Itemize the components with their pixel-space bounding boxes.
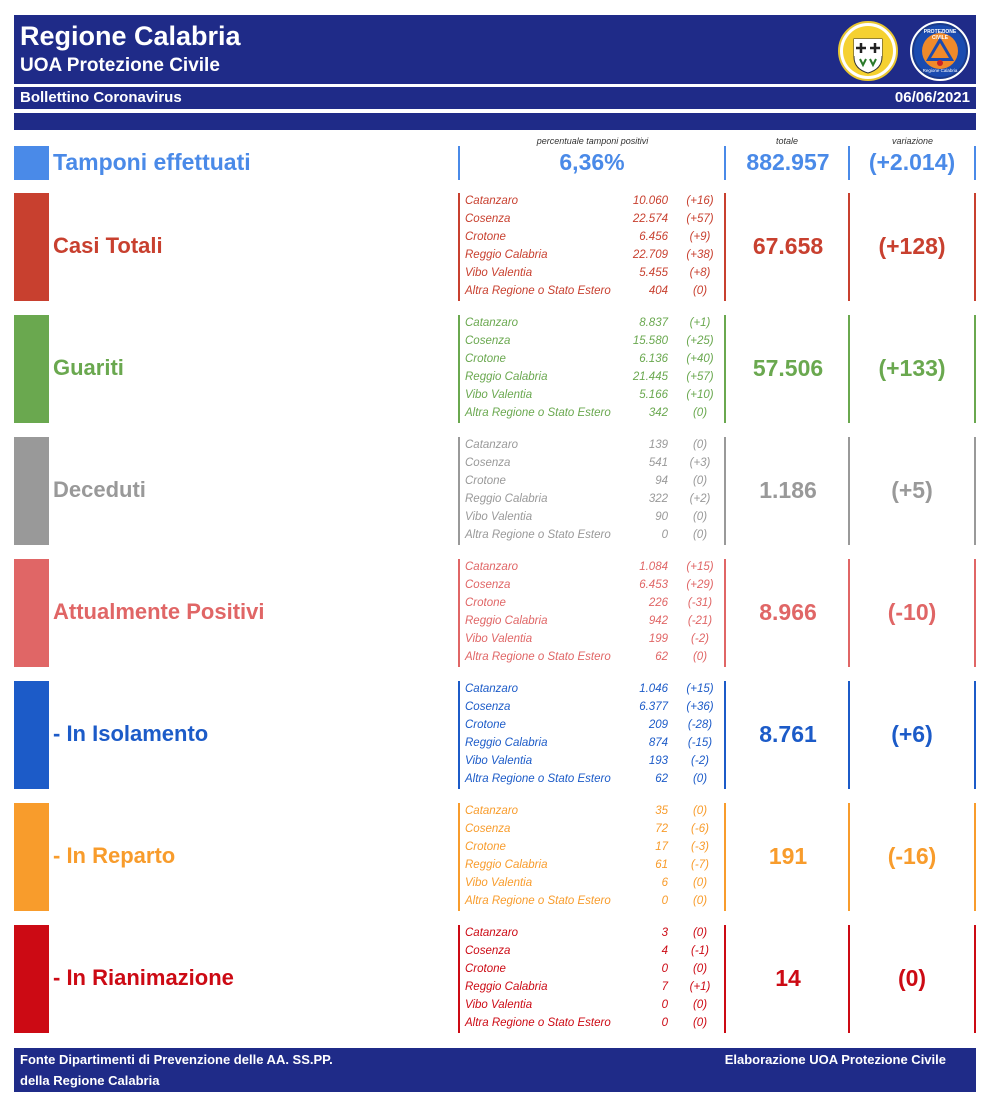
province-value: 0: [661, 529, 668, 541]
province-variation: (0): [692, 529, 708, 541]
province-variation: (+2): [689, 493, 711, 505]
section-variation: (-10): [887, 599, 937, 625]
province-name: Vibo Valentia: [465, 633, 533, 645]
province-variation: (+29): [686, 579, 714, 591]
province-value: 209: [648, 719, 668, 731]
section-variation: (-16): [887, 843, 937, 869]
province-name: Crotone: [465, 841, 506, 853]
section-title: - In Isolamento: [53, 721, 209, 746]
province-name: Altra Regione o Stato Estero: [465, 407, 611, 419]
total-column-label: totale: [775, 136, 799, 146]
region-title: Regione Calabria: [20, 21, 241, 51]
divider-line: [458, 315, 460, 423]
province-name: Altra Regione o Stato Estero: [465, 895, 611, 907]
section-title: - In Reparto: [53, 843, 176, 868]
tamponi-color-square: [14, 146, 49, 180]
province-variation: (0): [692, 805, 708, 817]
province-name: Cosenza: [465, 579, 511, 591]
province-value: 193: [648, 755, 668, 767]
province-name: Vibo Valentia: [465, 511, 533, 523]
province-value: 6: [661, 877, 668, 889]
divider-line: [458, 193, 460, 301]
province-variation: (-7): [691, 859, 709, 871]
province-variation: (+3): [689, 457, 711, 469]
province-name: Catanzaro: [465, 683, 519, 695]
tamponi-percentage: 6,36%: [559, 149, 625, 175]
province-name: Catanzaro: [465, 927, 519, 939]
province-name: Cosenza: [465, 213, 511, 225]
province-name: Catanzaro: [465, 805, 519, 817]
divider-line: [974, 803, 976, 911]
divider-line: [974, 925, 976, 1033]
province-value: 322: [648, 493, 668, 505]
tamponi-title: Tamponi effettuati: [53, 149, 251, 175]
section-total: 14: [775, 965, 801, 991]
province-variation: (0): [692, 407, 708, 419]
header-divider-bar: [14, 113, 976, 130]
province-name: Altra Regione o Stato Estero: [465, 651, 611, 663]
province-variation: (-2): [691, 633, 709, 645]
province-variation: (0): [692, 877, 708, 889]
province-variation: (0): [692, 651, 708, 663]
section-color-bar: [14, 315, 49, 423]
divider-line: [458, 559, 460, 667]
province-variation: (0): [692, 439, 708, 451]
province-name: Reggio Calabria: [465, 493, 548, 505]
province-value: 1.046: [639, 683, 668, 695]
province-value: 72: [655, 823, 668, 835]
province-variation: (+15): [686, 561, 714, 573]
section-variation: (+5): [891, 477, 933, 503]
province-variation: (+1): [689, 317, 711, 329]
province-value: 94: [655, 475, 668, 487]
section-variation: (+133): [878, 355, 946, 381]
bulletin-date: 06/06/2021: [894, 89, 970, 106]
province-variation: (0): [692, 999, 708, 1011]
province-name: Catanzaro: [465, 561, 519, 573]
province-value: 62: [655, 773, 668, 785]
province-name: Altra Regione o Stato Estero: [465, 529, 611, 541]
province-value: 4: [661, 945, 668, 957]
province-name: Vibo Valentia: [465, 267, 533, 279]
divider-line: [458, 925, 460, 1033]
province-name: Cosenza: [465, 335, 511, 347]
province-variation: (+8): [689, 267, 711, 279]
variation-column-label: variazione: [891, 136, 934, 146]
province-value: 17: [655, 841, 668, 853]
province-value: 22.574: [632, 213, 668, 225]
section-variation: (+6): [891, 721, 933, 747]
province-variation: (+38): [686, 249, 714, 261]
province-value: 404: [648, 285, 668, 297]
province-name: Vibo Valentia: [465, 999, 533, 1011]
province-variation: (+36): [686, 701, 714, 713]
province-value: 199: [648, 633, 668, 645]
province-name: Cosenza: [465, 945, 511, 957]
province-variation: (0): [692, 285, 708, 297]
province-name: Vibo Valentia: [465, 389, 533, 401]
province-name: Reggio Calabria: [465, 981, 548, 993]
divider-line: [974, 146, 976, 180]
province-name: Vibo Valentia: [465, 877, 533, 889]
divider-line: [974, 315, 976, 423]
province-name: Crotone: [465, 719, 506, 731]
source-line-2: della Regione Calabria: [20, 1073, 160, 1088]
section-total: 67.658: [752, 233, 824, 259]
divider-line: [974, 437, 976, 545]
province-value: 342: [648, 407, 668, 419]
province-variation: (-28): [687, 719, 713, 731]
province-value: 541: [648, 457, 668, 469]
province-value: 3: [661, 927, 668, 939]
province-value: 62: [655, 651, 668, 663]
region-coat-of-arms-icon: [838, 21, 898, 81]
province-value: 6.136: [639, 353, 668, 365]
bulletin-label: Bollettino Coronavirus: [20, 89, 182, 106]
province-variation: (+25): [686, 335, 714, 347]
section-title: Attualmente Positivi: [53, 599, 265, 624]
province-name: Vibo Valentia: [465, 755, 533, 767]
province-name: Catanzaro: [465, 439, 519, 451]
province-variation: (0): [692, 963, 708, 975]
province-value: 0: [661, 1017, 668, 1029]
province-value: 90: [655, 511, 668, 523]
province-variation: (-15): [687, 737, 713, 749]
province-variation: (-6): [691, 823, 709, 835]
province-name: Altra Regione o Stato Estero: [465, 1017, 611, 1029]
province-value: 7: [661, 981, 668, 993]
province-name: Altra Regione o Stato Estero: [465, 773, 611, 785]
section-title: Casi Totali: [53, 233, 163, 258]
province-value: 1.084: [639, 561, 668, 573]
province-variation: (0): [692, 773, 708, 785]
province-value: 5.455: [639, 267, 668, 279]
section-total: 57.506: [752, 355, 824, 381]
province-variation: (+15): [686, 683, 714, 695]
province-variation: (0): [692, 1017, 708, 1029]
province-variation: (+57): [686, 213, 714, 225]
province-value: 226: [648, 597, 668, 609]
province-value: 61: [655, 859, 668, 871]
section-total: 8.966: [759, 599, 817, 625]
source-line-1: Fonte Dipartimenti di Prevenzione delle AA. SS.PP.: [20, 1052, 333, 1067]
province-value: 6.377: [639, 701, 668, 713]
province-name: Cosenza: [465, 457, 511, 469]
province-name: Reggio Calabria: [465, 371, 548, 383]
divider-line: [458, 803, 460, 911]
perc-column-label: percentuale tamponi positivi: [536, 136, 649, 146]
section-title: Guariti: [53, 355, 124, 380]
section-variation: (+128): [878, 233, 946, 259]
divider-line: [974, 559, 976, 667]
province-value: 874: [648, 737, 668, 749]
province-value: 5.166: [639, 389, 668, 401]
province-name: Crotone: [465, 353, 506, 365]
section-color-bar: [14, 925, 49, 1033]
section-color-bar: [14, 437, 49, 545]
province-variation: (0): [692, 475, 708, 487]
tamponi-total: 882.957: [746, 149, 830, 175]
province-value: 6.453: [639, 579, 668, 591]
province-name: Crotone: [465, 231, 506, 243]
header-banner: [14, 15, 976, 84]
province-variation: (-1): [691, 945, 709, 957]
province-value: 8.837: [639, 317, 668, 329]
section-total: 8.761: [759, 721, 817, 747]
province-variation: (-31): [687, 597, 713, 609]
province-value: 10.060: [632, 195, 668, 207]
province-value: 0: [661, 963, 668, 975]
province-name: Reggio Calabria: [465, 737, 548, 749]
province-variation: (0): [692, 895, 708, 907]
province-variation: (0): [692, 511, 708, 523]
province-name: Reggio Calabria: [465, 859, 548, 871]
province-value: 35: [655, 805, 668, 817]
section-total: 1.186: [759, 477, 817, 503]
province-value: 6.456: [639, 231, 668, 243]
province-value: 0: [661, 895, 668, 907]
civil-protection-logo-icon: [910, 21, 970, 81]
section-title: Deceduti: [53, 477, 146, 502]
province-value: 22.709: [632, 249, 668, 261]
section-total: 191: [768, 843, 808, 869]
department-subtitle: UOA Protezione Civile: [20, 55, 220, 76]
divider-line: [974, 681, 976, 789]
province-variation: (+16): [686, 195, 714, 207]
province-variation: (+9): [689, 231, 711, 243]
province-name: Reggio Calabria: [465, 249, 548, 261]
province-variation: (+40): [686, 353, 714, 365]
province-name: Crotone: [465, 475, 506, 487]
section-color-bar: [14, 681, 49, 789]
province-variation: (0): [692, 927, 708, 939]
section-variation: (0): [897, 965, 927, 991]
province-name: Altra Regione o Stato Estero: [465, 285, 611, 297]
section-color-bar: [14, 803, 49, 911]
province-name: Crotone: [465, 963, 506, 975]
divider-line: [458, 681, 460, 789]
tamponi-variation: (+2.014): [868, 149, 956, 175]
province-value: 942: [648, 615, 668, 627]
province-variation: (+1): [689, 981, 711, 993]
province-value: 15.580: [632, 335, 668, 347]
divider-line: [458, 437, 460, 545]
divider-line: [974, 193, 976, 301]
province-variation: (-21): [687, 615, 713, 627]
section-color-bar: [14, 559, 49, 667]
province-variation: (+57): [686, 371, 714, 383]
section-title: - In Rianimazione: [53, 965, 234, 990]
province-value: 21.445: [632, 371, 668, 383]
province-variation: (+10): [686, 389, 714, 401]
province-name: Catanzaro: [465, 317, 519, 329]
footer-banner: [14, 1048, 976, 1092]
province-value: 139: [648, 439, 668, 451]
elaboration-credit: Elaborazione UOA Protezione Civile: [724, 1052, 946, 1067]
province-name: Reggio Calabria: [465, 615, 548, 627]
section-color-bar: [14, 193, 49, 301]
bulletin-bar: [14, 87, 976, 109]
province-variation: (-2): [691, 755, 709, 767]
province-name: Catanzaro: [465, 195, 519, 207]
province-value: 0: [661, 999, 668, 1011]
logo-text-top: PROTEZIONE CIVILE: [923, 29, 957, 41]
logo-text-bottom: Regione Calabria: [922, 68, 958, 73]
province-name: Cosenza: [465, 701, 511, 713]
province-name: Crotone: [465, 597, 506, 609]
province-variation: (-3): [691, 841, 709, 853]
province-name: Cosenza: [465, 823, 511, 835]
